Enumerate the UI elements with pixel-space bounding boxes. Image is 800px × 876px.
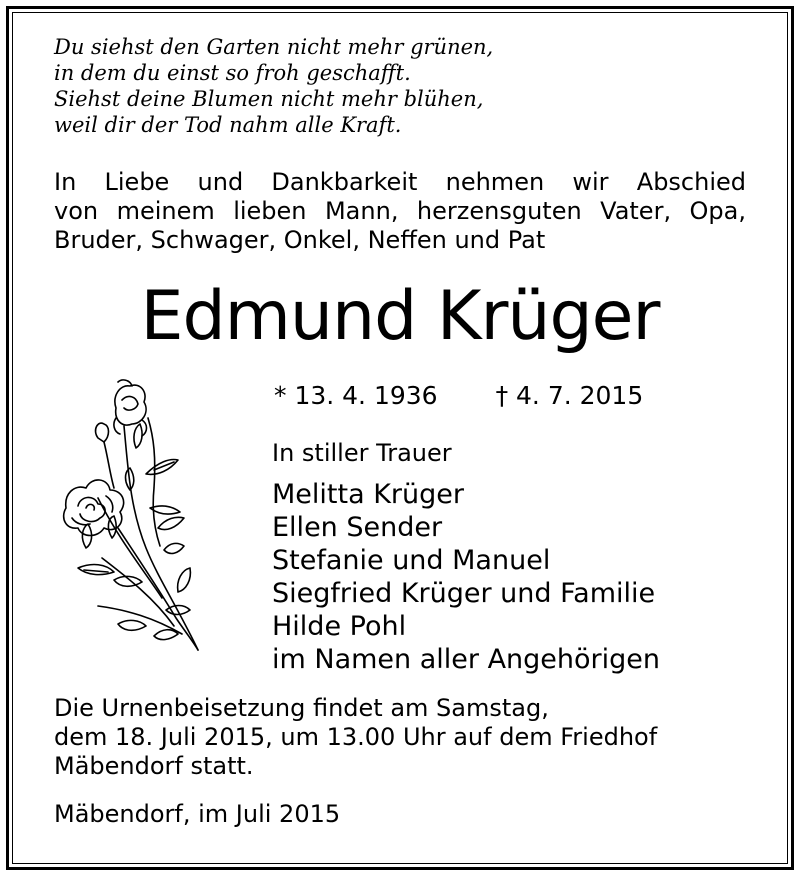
burial-line: Mäbendorf statt. [54,752,254,780]
mourner-list [272,478,660,676]
burial-line: Die Urnenbeisetzung findet am Samstag, [54,694,549,722]
mourner-name: Siegfried Krüger und Familie [272,578,656,609]
death-date: † 4. 7. 2015 [495,381,644,410]
mourner-name: Ellen Sender [272,512,443,543]
mourning-heading: In stiller Trauer [272,439,452,467]
farewell-line: Bruder, Schwager, Onkel, Neffen und Pat [54,226,546,254]
burial-line: dem 18. Juli 2015, um 13.00 Uhr auf dem Friedhof [54,723,658,751]
farewell-text [54,168,746,255]
rose-illustration-icon [58,378,228,668]
place-and-date: Mäbendorf, im Juli 2015 [54,800,341,828]
deceased-name: Edmund Krüger [140,277,660,356]
farewell-line: von meinem lieben Mann, herzensguten Vater, Opa, [54,197,746,225]
poem [54,34,493,138]
farewell-line: In Liebe und Dankbarkeit nehmen wir Abschied [54,168,746,196]
burial-notice [54,694,657,781]
poem-line: Du siehst den Garten nicht mehr grünen, [54,35,494,59]
mourner-name: Melitta Krüger [272,479,464,510]
poem-line: in dem du einst so froh geschafft. [54,61,411,85]
mourner-name: im Namen aller Angehörigen [272,644,661,675]
poem-line: Siehst deine Blumen nicht mehr blühen, [54,87,484,111]
mourner-name: Stefanie und Manuel [272,545,551,576]
poem-line: weil dir der Tod nahm alle Kraft. [54,113,402,137]
life-dates [274,380,643,412]
mourner-name: Hilde Pohl [272,611,407,642]
birth-date: * 13. 4. 1936 [274,381,438,410]
